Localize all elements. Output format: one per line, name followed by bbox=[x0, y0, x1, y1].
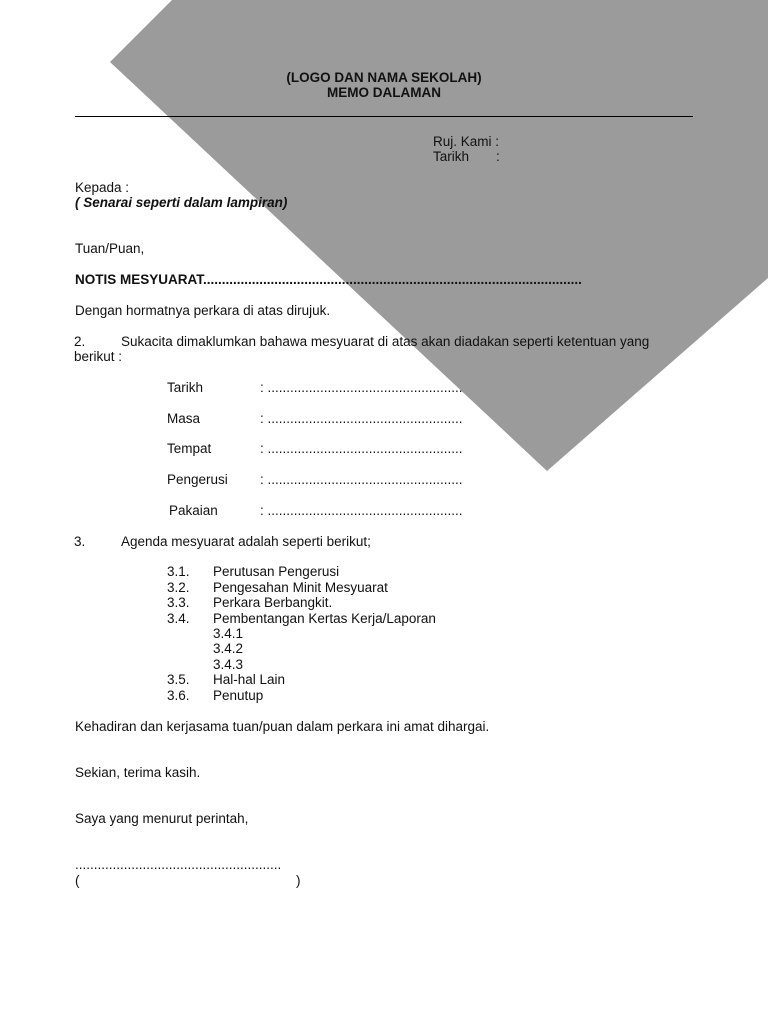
name-bracket-close: ) bbox=[296, 873, 301, 888]
memo-title: MEMO DALAMAN bbox=[327, 85, 441, 100]
detail-label-pakaian: Pakaian bbox=[169, 503, 218, 518]
sign-off-text: Saya yang menurut perintah, bbox=[75, 811, 249, 826]
date-label: Tarikh bbox=[433, 149, 470, 164]
salutation: Tuan/Puan, bbox=[75, 241, 145, 256]
detail-value-pakaian: : .................................................... bbox=[260, 503, 463, 518]
school-logo-name-placeholder: (LOGO DAN NAMA SEKOLAH) bbox=[286, 70, 482, 85]
paragraph-3-number: 3. bbox=[74, 534, 86, 549]
detail-value-tempat: : .................................................... bbox=[260, 441, 463, 456]
detail-label-pengerusi: Pengerusi bbox=[167, 472, 228, 487]
agenda-number: 3.5. bbox=[167, 672, 190, 687]
agenda-subitem: 3.4.3 bbox=[213, 657, 244, 672]
paragraph-3-text: Agenda mesyuarat adalah seperti berikut; bbox=[121, 534, 371, 549]
detail-value-tarikh: : .................................................... bbox=[260, 380, 463, 395]
appreciation-text: Kehadiran dan kerjasama tuan/puan dalam perkara ini amat dihargai. bbox=[75, 719, 490, 734]
detail-value-pengerusi: : .................................................... bbox=[260, 472, 463, 487]
agenda-number: 3.4. bbox=[167, 611, 190, 626]
agenda-subitem: 3.4.1 bbox=[213, 626, 244, 641]
agenda-number: 3.1. bbox=[167, 564, 190, 579]
agenda-item: Pembentangan Kertas Kerja/Laporan bbox=[213, 611, 436, 626]
agenda-number: 3.3. bbox=[167, 595, 190, 610]
recipient-label: Kepada : bbox=[75, 180, 130, 195]
intro-paragraph: Dengan hormatnya perkara di atas dirujuk. bbox=[75, 303, 331, 318]
detail-label-tarikh: Tarikh bbox=[167, 380, 204, 395]
agenda-number: 3.6. bbox=[167, 688, 190, 703]
agenda-item: Hal-hal Lain bbox=[213, 672, 286, 687]
agenda-item: Penutup bbox=[213, 688, 264, 703]
detail-value-masa: : .................................................... bbox=[260, 411, 463, 426]
agenda-subitem: 3.4.2 bbox=[213, 641, 244, 656]
agenda-item: Perutusan Pengerusi bbox=[213, 564, 340, 579]
reference-label: Ruj. Kami : bbox=[433, 134, 500, 149]
agenda-number: 3.2. bbox=[167, 580, 190, 595]
paragraph-2-text: Sukacita dimaklumkan bahawa mesyuarat di atas akan diadakan seperti ketentuan yang bbox=[121, 334, 650, 349]
agenda-item: Pengesahan Minit Mesyuarat bbox=[213, 580, 388, 595]
date-colon: : bbox=[496, 149, 500, 164]
subject-line: NOTIS MESYUARAT..................................................................................................... bbox=[75, 272, 582, 287]
detail-label-masa: Masa bbox=[167, 411, 201, 426]
recipient-list-note: ( Senarai seperti dalam lampiran) bbox=[75, 195, 288, 210]
thanks-text: Sekian, terima kasih. bbox=[75, 765, 201, 780]
detail-label-tempat: Tempat bbox=[167, 441, 212, 456]
name-bracket-open: ( bbox=[75, 873, 80, 888]
paragraph-2-text-cont: berikut : bbox=[74, 349, 123, 364]
paragraph-2-number: 2. bbox=[74, 334, 86, 349]
agenda-item: Perkara Berbangkit. bbox=[213, 595, 333, 610]
signature-line: ....................................................... bbox=[75, 857, 282, 872]
header-divider bbox=[75, 116, 693, 117]
